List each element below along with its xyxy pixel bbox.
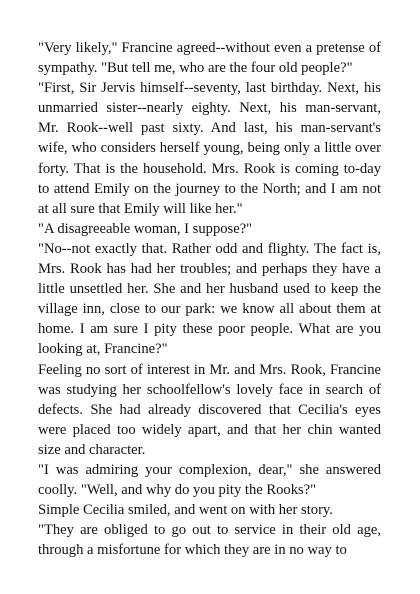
paragraph: "A disagreeable woman, I suppose?" (38, 220, 253, 237)
paragraph: Simple Cecilia smiled, and went on with her story. (38, 502, 333, 519)
paragraph: "They are obliged to go out to service in their old age, through a misfortune for which they are in no way to (38, 522, 381, 559)
paragraph: "First, Sir Jervis himself--seventy, last birthday. Next, his unmarried sister--nearly eighty. Next, his man-servant, Mr. Rook--well past sixty. And last, his man-servant's wife, who considers herself young, being only a little over forty. That is the household. Mrs. Rook is coming to-day to attend Emily on the journey to the North; and I am not at all sure that Emily will like her." (38, 80, 381, 217)
document-page (38, 38, 381, 560)
paragraph: "Very likely," Francine agreed--without even a pretense of sympathy. "But tell me, who are the four old people?" (38, 40, 381, 77)
paragraph: "I was admiring your complexion, dear," she answered coolly. "Well, and why do you pity the Rooks?" (38, 461, 381, 499)
paragraph: "No--not exactly that. Rather odd and flighty. The fact is, Mrs. Rook has had her troubles; and perhaps they have a little unsettled her. She and her husband used to keep the village inn, close to our park: we know all about them at home. I am sure I pity these poor people. What are you looking at, Francine?" (38, 240, 381, 358)
paragraph: Feeling no sort of interest in Mr. and Mrs. Rook, Francine was studying her schoolfellow's lovely face in search of defects. She had already discovered that Cecilia's eyes were placed too widely apart, and that her chin wanted size and character. (38, 361, 381, 458)
